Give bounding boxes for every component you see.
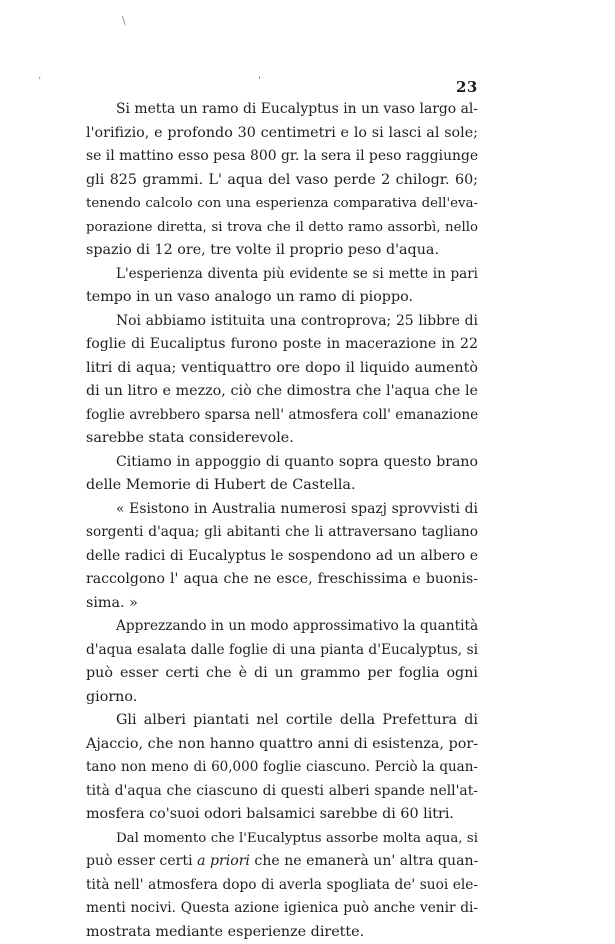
text-line: L'esperienza diventa più evidente se si mette in pari xyxy=(86,263,478,287)
text-line: raccolgono l' aqua che ne esce, freschissima e buonis- xyxy=(86,568,478,592)
text-line: Apprezzando in un modo approssimativo la quantità xyxy=(86,615,478,639)
text-line: Dal momento che l'Eucalyptus assorbe molta aqua, si xyxy=(86,827,478,851)
text-line: litri di aqua; ventiquattro ore dopo il liquido aumentò xyxy=(86,357,478,381)
text-line: d'aqua esalata dalle foglie di una pianta d'Eucalyptus, si xyxy=(86,639,478,663)
text-line: l'orifizio, e profondo 30 centimetri e lo si lasci al sole; xyxy=(86,122,478,146)
text-line: tempo in un vaso analogo un ramo di pioppo. xyxy=(86,286,478,310)
text-line: tano non meno di 60,000 foglie ciascuno. Perciò la quan- xyxy=(86,756,478,780)
text-line: foglie di Eucaliptus furono poste in macerazione in 22 xyxy=(86,333,478,357)
text-line: tità d'aqua che ciascuno di questi alberi spande nell'at- xyxy=(86,780,478,804)
text-line: tenendo calcolo con una esperienza comparativa dell'eva- xyxy=(86,192,478,216)
text-line: sarebbe stata considerevole. xyxy=(86,427,478,451)
text-line: può esser certi che è di un grammo per foglia ogni xyxy=(86,662,478,686)
text-line: Gli alberi piantati nel cortile della Prefettura di xyxy=(86,709,478,733)
text-line: delle Memorie di Hubert de Castella. xyxy=(86,474,478,498)
text-line: delle radici di Eucalyptus le sospendono ad un albero e xyxy=(86,545,478,569)
body-text xyxy=(86,98,478,944)
text-line: tità nell' atmosfera dopo di averla spogliata de' suoi ele- xyxy=(86,874,478,898)
text-line: Si metta un ramo di Eucalyptus in un vaso largo al- xyxy=(86,98,478,122)
text-line: porazione diretta, si trova che il detto ramo assorbì, nello xyxy=(86,216,478,240)
text-line: Noi abbiamo istituita una controprova; 25 libbre di xyxy=(86,310,478,334)
page-speck: ' xyxy=(258,74,261,87)
text-line: gli 825 grammi. L' aqua del vaso perde 2 chilogr. 60; xyxy=(86,169,478,193)
text-line: se il mattino esso pesa 800 gr. la sera il peso raggiunge xyxy=(86,145,478,169)
text-line: menti nocivi. Questa azione igienica può anche venir di- xyxy=(86,897,478,921)
text-line: Ajaccio, che non hanno quattro anni di esistenza, por- xyxy=(86,733,478,757)
text-line: sima. » xyxy=(86,592,478,616)
text-line: foglie avrebbero sparsa nell' atmosfera coll' emanazione xyxy=(86,404,478,428)
text-line: può esser certi a priori che ne emanerà un' altra quan- xyxy=(86,850,478,874)
page-number: 23 xyxy=(456,78,478,96)
page-speck: , xyxy=(38,68,42,81)
text-line: « Esistono in Australia numerosi spazj sprovvisti di xyxy=(86,498,478,522)
text-line: spazio di 12 ore, tre volte il proprio peso d'aqua. xyxy=(86,239,478,263)
text-line: mosfera co'suoi odori balsamici sarebbe di 60 litri. xyxy=(86,803,478,827)
text-line: mostrata mediante esperienze dirette. xyxy=(86,921,478,944)
text-line: giorno. xyxy=(86,686,478,710)
page-speck: \ xyxy=(122,14,126,27)
text-line: sorgenti d'aqua; gli abitanti che li attraversano tagliano xyxy=(86,521,478,545)
text-line: di un litro e mezzo, ciò che dimostra che l'aqua che le xyxy=(86,380,478,404)
text-line: Citiamo in appoggio di quanto sopra questo brano xyxy=(86,451,478,475)
